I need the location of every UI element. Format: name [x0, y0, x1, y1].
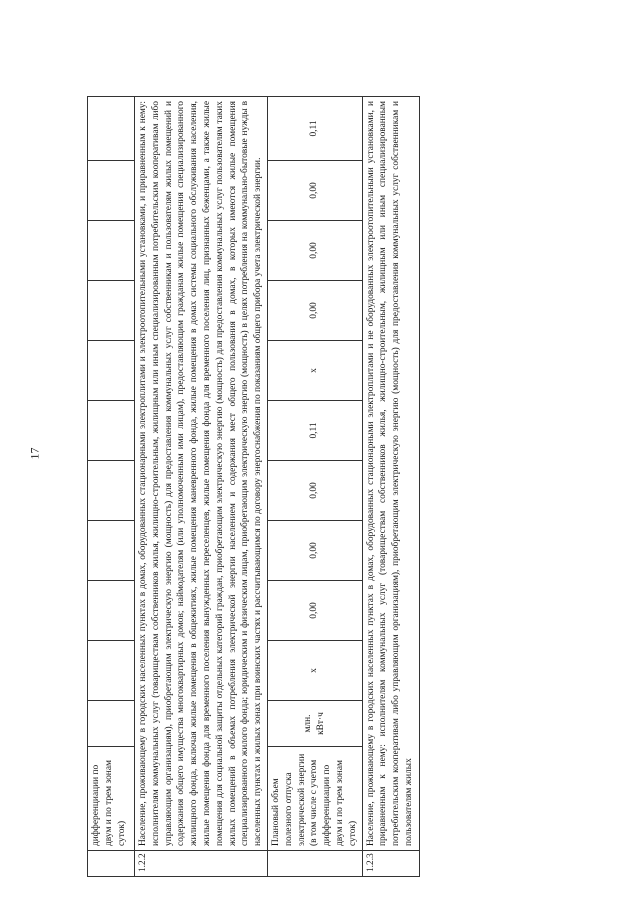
table-row	[88, 97, 135, 877]
value-cell: 0,00	[267, 221, 362, 281]
value-cell	[88, 581, 135, 641]
value-cell	[88, 461, 135, 521]
value-cell	[88, 97, 135, 161]
value-cell	[88, 341, 135, 401]
category-description: Население, проживающему в городских населенных пунктах в домах, оборудованных стационарными электроплитами и не оборудованных электроотопительными установками, и приравненным к нему: исполнителям коммунальных услуг (товариществам собственников жилья, жилищно-строительным, жилищным или иным специализированным потребительским кооперативам либо управляющим организациям), приобретающим электрическую энергию (мощность) для предоставления коммунальных услуг собственникам и пользователям жилых	[362, 97, 419, 851]
table-row	[267, 97, 362, 877]
value-cell: х	[267, 341, 362, 401]
value-cell	[88, 401, 135, 461]
value-cell: 0,11	[267, 97, 362, 161]
table-row	[362, 97, 419, 877]
value-cell	[88, 641, 135, 701]
tariff-table	[87, 96, 420, 877]
value-cell	[88, 521, 135, 581]
value-cell: 0,00	[267, 281, 362, 341]
value-cell	[88, 221, 135, 281]
unit-cell: млн. кВт·ч	[267, 701, 362, 747]
value-cell	[88, 161, 135, 221]
row-number-cell	[88, 851, 135, 877]
value-cell: 0,00	[267, 461, 362, 521]
table-row	[135, 97, 268, 877]
value-cell	[88, 281, 135, 341]
value-cell: х	[267, 641, 362, 701]
row-label-cell: Плановый объем полезного отпуска электрической энергии (в том числе с учетом дифференциации по двум и по трем зонам суток)	[267, 747, 362, 851]
row-number-cell: 1.2.2	[135, 851, 268, 877]
page-number: 17	[27, 447, 42, 460]
value-cell: 0,00	[267, 521, 362, 581]
value-cell: 0,11	[267, 401, 362, 461]
value-cell: 0,00	[267, 161, 362, 221]
rotated-table-region	[87, 97, 523, 877]
row-number-cell	[267, 851, 362, 877]
row-number-cell: 1.2.3	[362, 851, 419, 877]
category-description: Население, проживающему в городских населенных пунктах в домах, оборудованных стационарными электроплитами и электроотопительными установками, и приравненным к нему: исполнителям коммунальных услуг (товариществам собственников жилья, жилищно-строительным, жилищным или иным специализированным потребительским кооперативам либо управляющим организациям), приобретающим электрическую энергию (мощность) для предоставления коммунальных услуг собственникам и пользователям жилых помещений и содержания общего имущества многоквартирных домов; наймодателям (или уполномоченным ими лицам), предоставляющим гражданам жилые помещения специализированного жилищного фонда, включая жилые помещения в общежитиях, жилые помещения маневренного фонда, жилые помещения в домах системы социального обслуживания населения, жилые помещения фонда для временного поселения вынужденных переселенцев, жилые помещения фонда для временного поселения лиц, признанных беженцами, а также жилые помещения для социальной защиты отдельных категорий граждан, приобретающим электрическую энергию (мощность) для предоставления коммунальных услуг пользователям таких жилых помещений в объемах потребления электрической энергии населением и содержания мест общего пользования в домах, в которых имеются жилые помещения специализированного жилого фонда; юридическим и физическим лицам, приобретающим электрическую энергию (мощность) в целях потребления на коммунально-бытовые нужды в населенных пунктах и жилых зонах при воинских частях и рассчитывающимся по договору энергоснабжения по показаниям общего прибора учета электрической энергии.	[135, 97, 268, 851]
value-cell: 0,00	[267, 581, 362, 641]
unit-cell	[88, 701, 135, 747]
row-label-cell: дифференциации по двум и по трем зонам суток)	[88, 747, 135, 851]
